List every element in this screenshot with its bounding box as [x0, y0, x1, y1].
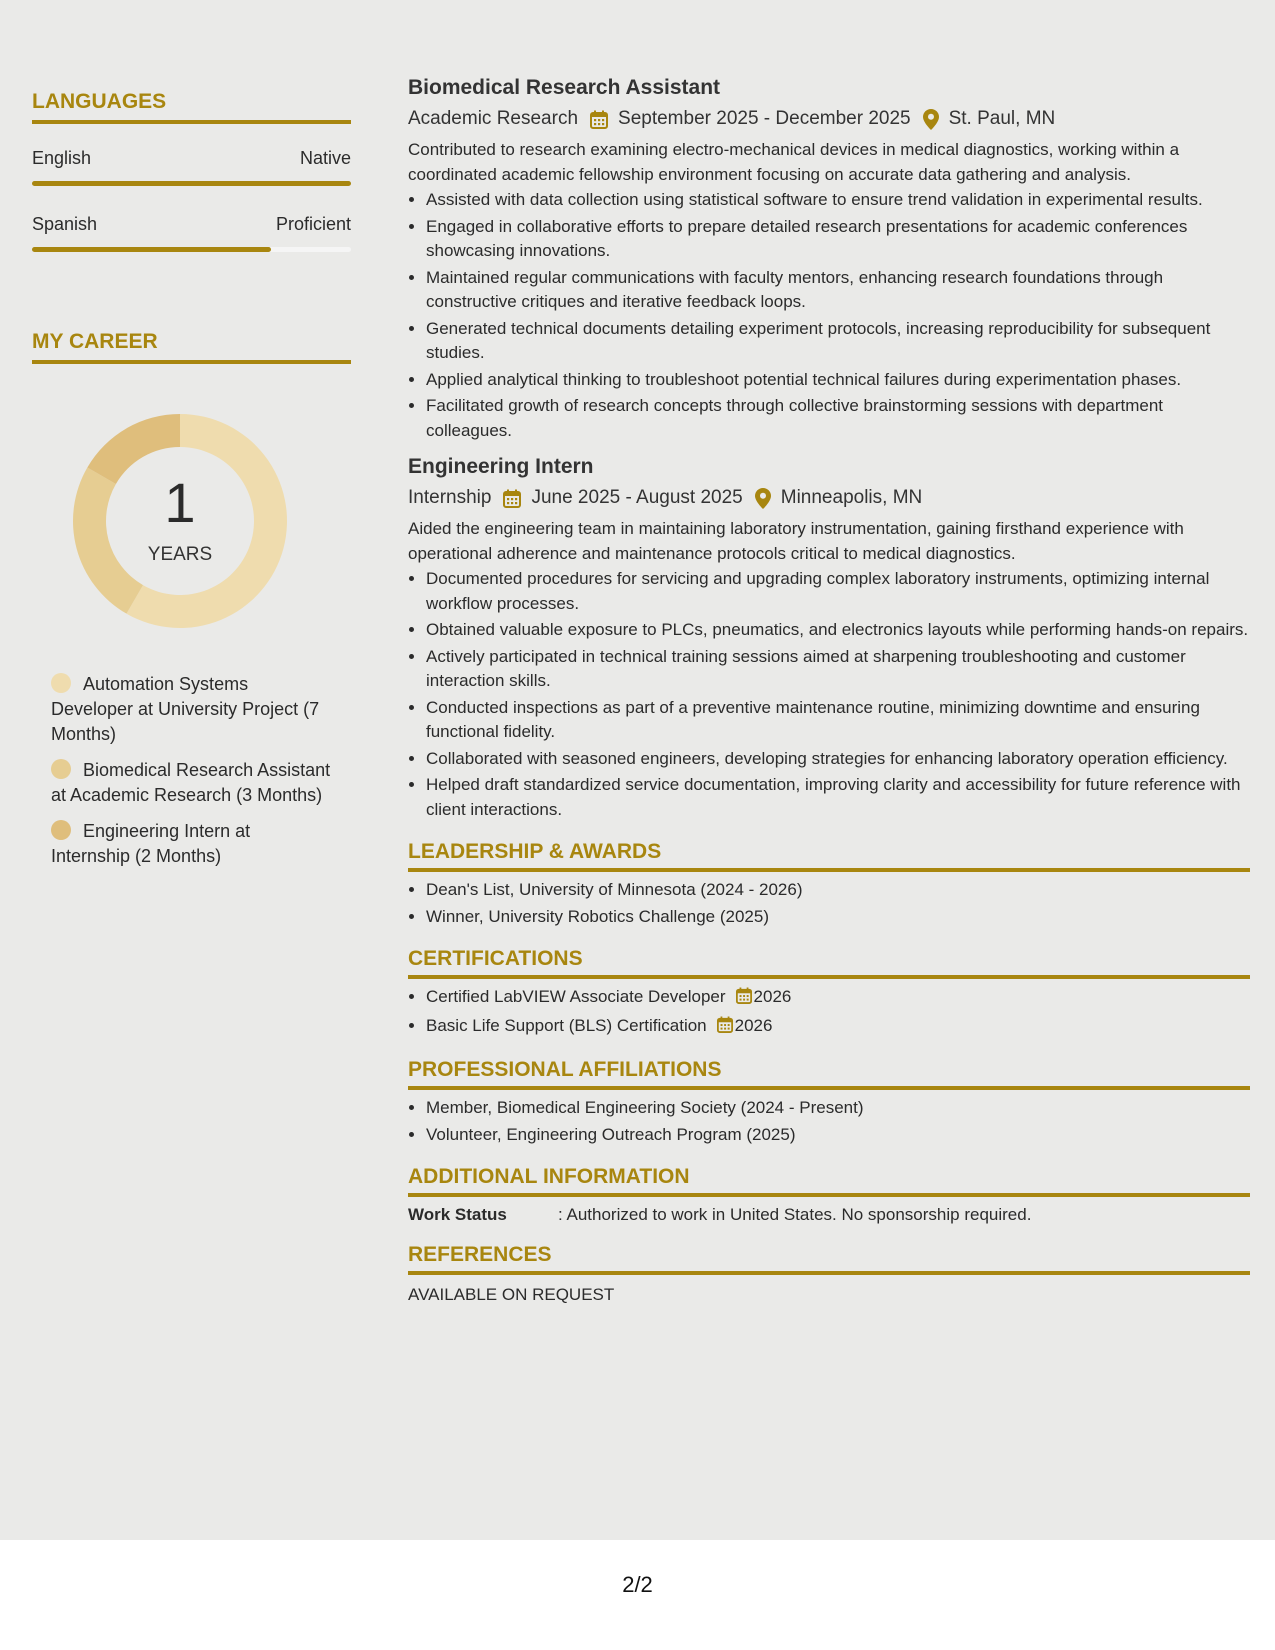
job-dates: June 2025 - August 2025: [531, 487, 743, 508]
language-english: [32, 148, 351, 186]
career-heading: MY CAREER: [32, 330, 351, 364]
legend-dot: [51, 759, 71, 779]
list-item: • Facilitated growth of research concepts through collective brainstorming sessions with department colleagues.: [426, 394, 1250, 443]
list-item: • Collaborated with seasoned engineers, developing strategies for enhancing laboratory operation efficiency.: [426, 747, 1250, 772]
affiliations-heading: PROFESSIONAL AFFILIATIONS: [408, 1058, 1250, 1090]
job-location: St. Paul, MN: [948, 108, 1056, 129]
list-item: • Engaged in collaborative efforts to prepare detailed research presentations for academic conferences showcasing innovations.: [426, 215, 1250, 264]
legend-dot: [51, 673, 71, 693]
list-item: • Actively participated in technical training sessions aimed at sharpening troubleshooting and customer interaction skills.: [426, 645, 1250, 694]
work-status-label: Work Status: [408, 1205, 507, 1224]
work-status-value: : Authorized to work in United States. No sponsorship required.: [558, 1205, 1032, 1224]
job-bullets: [408, 567, 1250, 822]
list-item: • Conducted inspections as part of a preventive maintenance routine, minimizing downtime and ensuring functional fidelity.: [426, 696, 1250, 745]
leadership-heading: LEADERSHIP & AWARDS: [408, 840, 1250, 872]
certifications-list: [408, 985, 1250, 1040]
page-number: 2/2: [622, 1572, 653, 1597]
language-name: English: [32, 148, 92, 168]
career-donut-chart: [67, 408, 293, 634]
language-proficiency-fill: [32, 181, 351, 186]
language-level: Proficient: [275, 214, 351, 234]
list-item: [426, 985, 1250, 1012]
references-text: AVAILABLE ON REQUEST: [408, 1285, 615, 1304]
job-title: Biomedical Research Assistant: [408, 76, 721, 99]
job-title: Engineering Intern: [408, 455, 594, 478]
additional-info-heading: ADDITIONAL INFORMATION: [408, 1165, 1250, 1197]
list-item: • Obtained valuable exposure to PLCs, pneumatics, and electronics layouts while performing hands-on repairs.: [426, 618, 1250, 643]
legend-dot: [51, 820, 71, 840]
legend-item: [51, 819, 331, 869]
language-proficiency-bar: [32, 247, 351, 252]
career-years-label: YEARS: [147, 544, 213, 565]
list-item: • Documented procedures for servicing and upgrading complex laboratory instruments, optimizing internal workflow processes.: [426, 567, 1250, 616]
job-meta: [408, 108, 1250, 130]
job-description: Contributed to research examining electro-mechanical devices in medical diagnostics, working within a coordinated academic fellowship environment focusing on accurate data gathering and analysis.: [408, 140, 1180, 184]
list-item: • Winner, University Robotics Challenge (2025): [426, 905, 1250, 930]
list-item: • Applied analytical thinking to troubleshoot potential technical failures during experimentation phases.: [426, 368, 1250, 393]
job-bullets: [408, 188, 1250, 443]
list-item: • Assisted with data collection using statistical software to ensure trend validation in experimental results.: [426, 188, 1250, 213]
list-item: • Volunteer, Engineering Outreach Program (2025): [426, 1123, 1250, 1148]
job-company: Internship: [408, 487, 492, 508]
job-entry: [408, 455, 1250, 822]
location-pin-icon: [755, 488, 771, 509]
job-entry: [408, 76, 1250, 443]
job-meta: [408, 487, 1250, 509]
work-status-row: [408, 1205, 1250, 1225]
calendar-icon: [717, 1016, 733, 1041]
language-proficiency-fill: [32, 247, 271, 252]
list-item: • Maintained regular communications with faculty mentors, enhancing research foundations through constructive critiques and iterative feedback loops.: [426, 266, 1250, 315]
language-spanish: [32, 214, 351, 252]
legend-label: Automation Systems Developer at University Project (7 Months): [51, 674, 320, 744]
list-item: • Helped draft standardized service documentation, improving clarity and accessibility for future reference with client interactions.: [426, 773, 1250, 822]
job-location: Minneapolis, MN: [780, 487, 923, 508]
list-item: [426, 1014, 1250, 1041]
cert-name: Basic Life Support (BLS) Certification: [426, 1015, 707, 1035]
language-proficiency-bar: [32, 181, 351, 186]
main-content: [408, 76, 1250, 1305]
legend-label: Engineering Intern at Internship (2 Months): [51, 821, 251, 866]
language-level: Native: [299, 148, 351, 168]
job-dates: September 2025 - December 2025: [618, 108, 911, 129]
cert-year: 2026: [753, 987, 792, 1006]
career-years-value: 1: [164, 471, 196, 534]
cert-year: 2026: [734, 1015, 773, 1035]
leadership-list: [408, 878, 1250, 929]
calendar-icon: [736, 987, 752, 1012]
career-legend: [51, 672, 331, 869]
languages-heading: LANGUAGES: [32, 90, 351, 124]
calendar-icon: [590, 110, 608, 129]
list-item: • Member, Biomedical Engineering Society (2024 - Present): [426, 1096, 1250, 1121]
cert-name: Certified LabVIEW Associate Developer: [426, 987, 726, 1006]
list-item: • Generated technical documents detailing experiment protocols, increasing reproducibility for subsequent studies.: [426, 317, 1250, 366]
sidebar: [32, 90, 351, 880]
location-pin-icon: [923, 109, 939, 130]
language-name: Spanish: [32, 214, 98, 234]
list-item: • Dean's List, University of Minnesota (2024 - 2026): [426, 878, 1250, 903]
legend-item: [51, 672, 331, 747]
calendar-icon: [503, 489, 521, 508]
legend-item: [51, 758, 331, 808]
affiliations-list: [408, 1096, 1250, 1147]
job-company: Academic Research: [408, 108, 579, 129]
legend-label: Biomedical Research Assistant at Academic Research (3 Months): [51, 760, 331, 805]
references-heading: REFERENCES: [408, 1243, 1250, 1275]
job-description: Aided the engineering team in maintaining laboratory instrumentation, gaining firsthand experience with operational adherence and maintenance protocols critical to medical diagnostics.: [408, 519, 1184, 563]
certifications-heading: CERTIFICATIONS: [408, 947, 1250, 979]
